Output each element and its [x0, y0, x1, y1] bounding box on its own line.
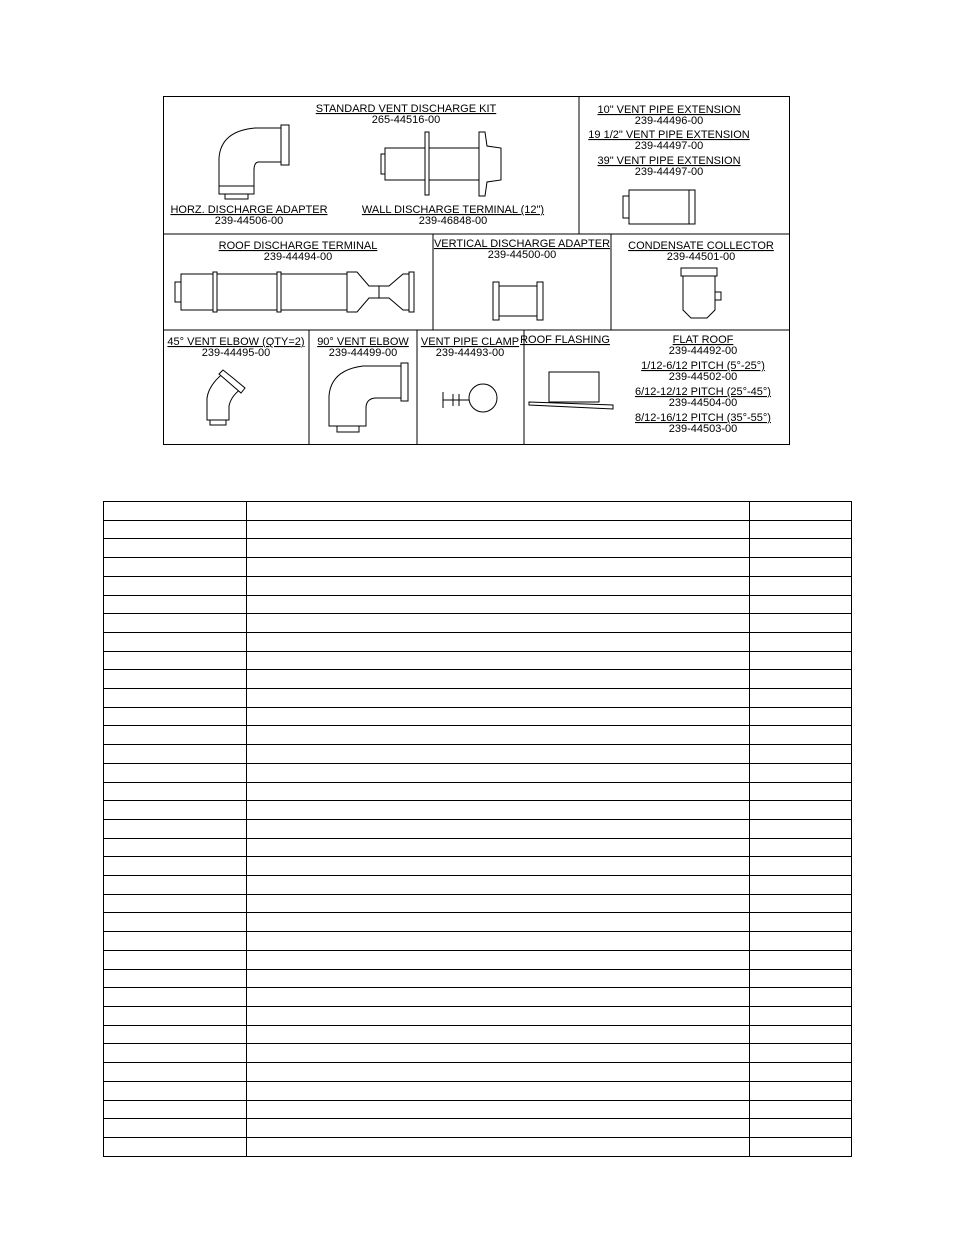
- table-row: [104, 763, 852, 782]
- table-cell: [247, 1044, 750, 1063]
- table-cell: [247, 782, 750, 801]
- table-cell: [247, 819, 750, 838]
- table-row: [104, 651, 852, 670]
- table-cell: [247, 1025, 750, 1044]
- table-cell: [247, 988, 750, 1007]
- ext-39-part: 239-44497-00: [634, 166, 704, 178]
- table-cell: [247, 595, 750, 614]
- pitch1-part: 239-44502-00: [668, 371, 738, 383]
- table-cell: [104, 1063, 247, 1082]
- table-cell: [750, 988, 852, 1007]
- table-row: [104, 632, 852, 651]
- table-cell: [104, 670, 247, 689]
- table-cell: [104, 745, 247, 764]
- table-cell: [247, 614, 750, 633]
- table-cell: [247, 651, 750, 670]
- table-cell: [750, 969, 852, 988]
- table-cell: [104, 1006, 247, 1025]
- table-row: [104, 1006, 852, 1025]
- table-row: [104, 838, 852, 857]
- table-row: [104, 502, 852, 521]
- elbow45-title: 45° VENT ELBOW (QTY=2): [167, 336, 305, 348]
- table-cell: [750, 913, 852, 932]
- table-cell: [247, 670, 750, 689]
- flashing-title: ROOF FLASHING: [520, 334, 610, 346]
- table-cell: [247, 520, 750, 539]
- roof-flashing-drawing: [529, 372, 613, 409]
- table-cell: [104, 894, 247, 913]
- table-cell: [247, 1119, 750, 1138]
- ext-10-part: 239-44496-00: [634, 115, 704, 127]
- table-cell: [104, 614, 247, 633]
- table-cell: [104, 913, 247, 932]
- wall-terminal-part: 239-46848-00: [418, 215, 488, 227]
- elbow90-drawing: [329, 363, 408, 432]
- table-cell: [104, 1025, 247, 1044]
- ext-19-part: 239-44497-00: [634, 140, 704, 152]
- table-row: [104, 520, 852, 539]
- table-cell: [750, 819, 852, 838]
- table-cell: [247, 876, 750, 895]
- table-row: [104, 745, 852, 764]
- table-row: [104, 932, 852, 951]
- condensate-part: 239-44501-00: [666, 251, 736, 263]
- table-cell: [104, 950, 247, 969]
- table-cell: [247, 1063, 750, 1082]
- table-cell: [104, 763, 247, 782]
- table-cell: [750, 857, 852, 876]
- std-kit-part: 265-44516-00: [371, 114, 441, 126]
- clamp-drawing: [443, 384, 497, 412]
- table-cell: [750, 1100, 852, 1119]
- condensate-title: CONDENSATE COLLECTOR: [628, 240, 774, 252]
- table-cell: [104, 969, 247, 988]
- table-cell: [104, 801, 247, 820]
- elbow90-part: 239-44499-00: [328, 347, 398, 359]
- table-cell: [750, 707, 852, 726]
- wall-terminal-title: WALL DISCHARGE TERMINAL (12"): [361, 204, 545, 216]
- vert-adapter-part: 239-44500-00: [487, 249, 557, 261]
- table-row: [104, 707, 852, 726]
- vent-parts-drawing: [163, 96, 790, 445]
- pitch3-part: 239-44503-00: [668, 423, 738, 435]
- table-row: [104, 1081, 852, 1100]
- table-cell: [750, 614, 852, 633]
- table-cell: [247, 763, 750, 782]
- table-row: [104, 670, 852, 689]
- table-row: [104, 950, 852, 969]
- table-row: [104, 614, 852, 633]
- table-cell: [247, 950, 750, 969]
- table-cell: [750, 745, 852, 764]
- table-cell: [750, 950, 852, 969]
- table-cell: [247, 857, 750, 876]
- horz-adapter-elbow-drawing: [219, 125, 289, 199]
- table-cell: [750, 576, 852, 595]
- table-row: [104, 558, 852, 577]
- table-row: [104, 913, 852, 932]
- table-cell: [750, 502, 852, 521]
- table-cell: [750, 932, 852, 951]
- table-cell: [750, 539, 852, 558]
- table-cell: [750, 670, 852, 689]
- table-cell: [104, 819, 247, 838]
- table-cell: [750, 1119, 852, 1138]
- vert-adapter-title: VERTICAL DISCHARGE ADAPTER: [433, 238, 611, 250]
- table-cell: [104, 707, 247, 726]
- parts-list-table: [103, 501, 852, 1157]
- table-cell: [750, 894, 852, 913]
- table-cell: [104, 932, 247, 951]
- table-cell: [247, 745, 750, 764]
- wall-terminal-drawing: [381, 132, 501, 196]
- table-cell: [750, 595, 852, 614]
- table-cell: [104, 1081, 247, 1100]
- table-cell: [104, 1119, 247, 1138]
- ext-19-title: 19 1/2" VENT PIPE EXTENSION: [588, 129, 750, 141]
- table-cell: [247, 558, 750, 577]
- table-cell: [104, 726, 247, 745]
- table-cell: [104, 651, 247, 670]
- table-cell: [750, 558, 852, 577]
- table-cell: [104, 689, 247, 708]
- clamp-part: 239-44493-00: [435, 347, 505, 359]
- table-cell: [247, 539, 750, 558]
- table-cell: [750, 782, 852, 801]
- table-cell: [247, 913, 750, 932]
- table-cell: [750, 1025, 852, 1044]
- table-row: [104, 576, 852, 595]
- table-cell: [247, 1006, 750, 1025]
- table-row: [104, 988, 852, 1007]
- table-cell: [247, 707, 750, 726]
- table-cell: [247, 726, 750, 745]
- table-cell: [750, 632, 852, 651]
- table-cell: [104, 857, 247, 876]
- table-cell: [750, 1081, 852, 1100]
- table-row: [104, 801, 852, 820]
- table-cell: [247, 801, 750, 820]
- table-cell: [750, 1137, 852, 1156]
- roof-terminal-drawing: [175, 272, 414, 312]
- std-kit-title: STANDARD VENT DISCHARGE KIT: [315, 103, 497, 115]
- table-row: [104, 969, 852, 988]
- horz-adapter-title: HORZ. DISCHARGE ADAPTER: [170, 204, 328, 216]
- horz-adapter-part: 239-44506-00: [214, 215, 284, 227]
- elbow90-title: 90° VENT ELBOW: [317, 336, 409, 348]
- table-cell: [247, 502, 750, 521]
- table-row: [104, 689, 852, 708]
- table-cell: [247, 1137, 750, 1156]
- table-cell: [104, 520, 247, 539]
- elbow45-part: 239-44495-00: [201, 347, 271, 359]
- flat-roof-part: 239-44492-00: [668, 345, 738, 357]
- table-cell: [104, 1100, 247, 1119]
- table-cell: [104, 876, 247, 895]
- table-cell: [104, 782, 247, 801]
- ext-10-title: 10" VENT PIPE EXTENSION: [597, 104, 741, 116]
- table-cell: [247, 632, 750, 651]
- table-row: [104, 1025, 852, 1044]
- table-cell: [750, 838, 852, 857]
- table-cell: [750, 1063, 852, 1082]
- table-row: [104, 782, 852, 801]
- table-cell: [104, 576, 247, 595]
- table-cell: [750, 520, 852, 539]
- elbow45-drawing: [207, 370, 245, 425]
- table-row: [104, 1119, 852, 1138]
- table-cell: [104, 558, 247, 577]
- parts-list-body: [104, 502, 852, 1157]
- table-row: [104, 1044, 852, 1063]
- condensate-collector-drawing: [681, 268, 721, 318]
- table-row: [104, 595, 852, 614]
- table-cell: [750, 651, 852, 670]
- table-cell: [247, 1081, 750, 1100]
- table-cell: [104, 632, 247, 651]
- pitch2-title: 6/12-12/12 PITCH (25°-45°): [635, 386, 771, 398]
- vert-adapter-drawing: [493, 282, 543, 320]
- table-cell: [104, 838, 247, 857]
- table-cell: [750, 689, 852, 708]
- table-cell: [247, 576, 750, 595]
- table-cell: [247, 1100, 750, 1119]
- table-cell: [750, 801, 852, 820]
- roof-terminal-part: 239-44494-00: [263, 251, 333, 263]
- table-row: [104, 857, 852, 876]
- roof-terminal-title: ROOF DISCHARGE TERMINAL: [218, 240, 378, 252]
- pitch3-title: 8/12-16/12 PITCH (35°-55°): [635, 412, 771, 424]
- table-row: [104, 1063, 852, 1082]
- table-row: [104, 1137, 852, 1156]
- table-row: [104, 894, 852, 913]
- pitch1-title: 1/12-6/12 PITCH (5°-25°): [641, 360, 765, 372]
- table-cell: [247, 689, 750, 708]
- pipe-extension-drawing: [623, 190, 695, 224]
- table-cell: [750, 1044, 852, 1063]
- pitch2-part: 239-44504-00: [668, 397, 738, 409]
- table-cell: [247, 894, 750, 913]
- table-cell: [750, 1006, 852, 1025]
- table-row: [104, 726, 852, 745]
- clamp-title: VENT PIPE CLAMP: [420, 336, 520, 348]
- table-cell: [247, 932, 750, 951]
- flat-roof-title: FLAT ROOF: [672, 334, 734, 346]
- table-row: [104, 819, 852, 838]
- table-row: [104, 876, 852, 895]
- table-cell: [104, 1044, 247, 1063]
- table-cell: [247, 838, 750, 857]
- table-cell: [104, 502, 247, 521]
- ext-39-title: 39" VENT PIPE EXTENSION: [597, 155, 741, 167]
- table-row: [104, 539, 852, 558]
- table-cell: [104, 539, 247, 558]
- table-cell: [750, 763, 852, 782]
- table-cell: [247, 969, 750, 988]
- table-cell: [104, 988, 247, 1007]
- table-cell: [750, 726, 852, 745]
- table-row: [104, 1100, 852, 1119]
- table-cell: [750, 876, 852, 895]
- table-cell: [104, 595, 247, 614]
- table-cell: [104, 1137, 247, 1156]
